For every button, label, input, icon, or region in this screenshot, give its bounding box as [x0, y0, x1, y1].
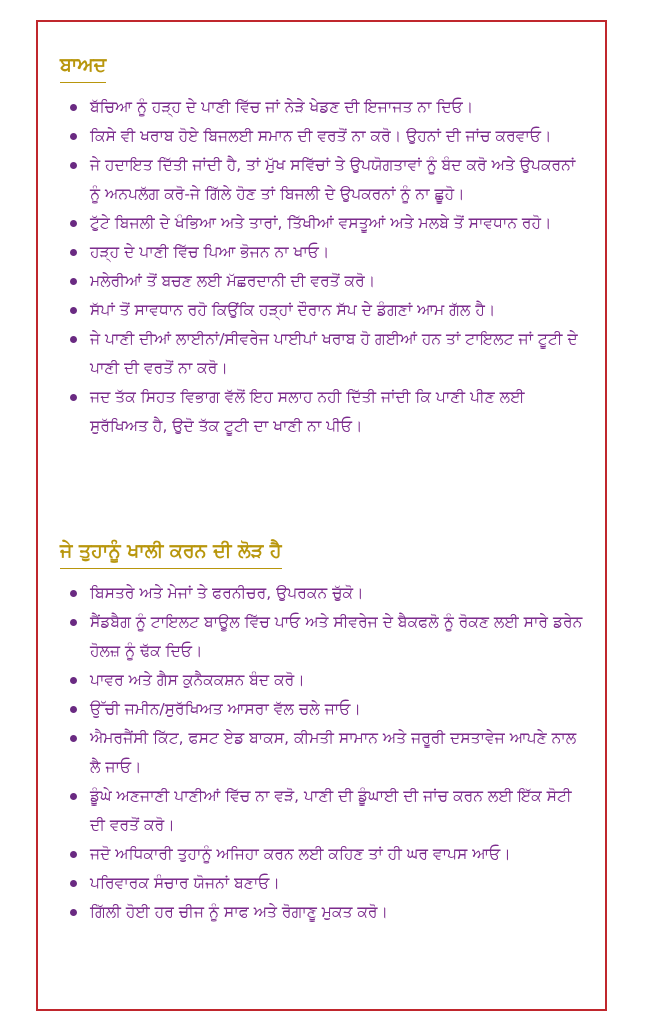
- bullet-icon: [70, 104, 77, 111]
- bullet-icon: [70, 677, 77, 684]
- list-item: [60, 267, 583, 296]
- list-item-text: ਜੇ ਪਾਣੀ ਦੀਆਂ ਲਾਈਨਾਂ/ਸੀਵਰੇਜ ਪਾਈਪਾਂ ਖਰਾਬ ਹੋ ਗਈਆਂ ਹਨ ਤਾਂ ਟਾਇਲਟ ਜਾਂ ਟੂਟੀ ਦੇ ਪਾਣੀ ਦੀ ਵਰਤੋਂ ਨਾ ਕਰੋ।: [90, 330, 578, 377]
- list-item-text: ਟੁੱਟੇ ਬਿਜਲੀ ਦੇ ਖੰਭਿਆ ਅਤੇ ਤਾਰਾਂ, ਤਿੱਖੀਆਂ ਵਸਤੂਆਂ ਅਤੇ ਮਲਬੇ ਤੋਂ ਸਾਵਧਾਨ ਰਹੋ।: [90, 214, 552, 232]
- content-frame: [36, 20, 607, 1011]
- list-item-text: ਜਦੋ ਅਧਿਕਾਰੀ ਤੁਹਾਨੂੰ ਅਜਿਹਾ ਕਰਨ ਲਈ ਕਹਿਣ ਤਾਂ ਹੀ ਘਰ ਵਾਪਸ ਆਓ।: [90, 845, 511, 863]
- list-item: [60, 93, 583, 122]
- list-item: [60, 209, 583, 238]
- bullet-icon: [70, 307, 77, 314]
- list-item-text: ਜੇ ਹਦਾਇਤ ਦਿੱਤੀ ਜਾਂਦੀ ਹੈ, ਤਾਂ ਮੁੱਖ ਸਵਿੱਚਾਂ ਤੇ ਉਪਯੋਗਤਾਵਾਂ ਨੂੰ ਬੰਦ ਕਰੋ ਅਤੇ ਉਪਕਰਨਾਂ ਨੂੰ ਅਨਪਲੱਗ ਕਰੋ-ਜੇ ਗਿੱਲੇ ਹੋਣ ਤਾਂ ਬਿਜਲੀ ਦੇ ਉਪਕਰਨਾਂ ਨੂੰ ਨਾ ਛੂਹੋ।: [90, 156, 576, 203]
- list-item: [60, 122, 583, 151]
- bullet-icon: [70, 220, 77, 227]
- list-item: [60, 579, 583, 608]
- bullet-icon: [70, 162, 77, 169]
- list-item: [60, 840, 583, 869]
- bullet-icon: [70, 394, 77, 401]
- bullet-icon: [70, 851, 77, 858]
- list-item-text: ਡੂੰਘੇ ਅਣਜਾਣੀ ਪਾਣੀਆਂ ਵਿੱਚ ਨਾ ਵੜੋ, ਪਾਣੀ ਦੀ ਡੂੰਘਾਈ ਦੀ ਜਾਂਚ ਕਰਨ ਲਈ ਇੱਕ ਸੋਟੀ ਦੀ ਵਰਤੋਂ ਕਰੋ।: [90, 787, 572, 834]
- list-item-text: ਪਾਵਰ ਅਤੇ ਗੈਸ ਕੁਨੈਕਕਸ਼ਨ ਬੰਦ ਕਰੋ।: [90, 671, 305, 689]
- bullet-icon: [70, 735, 77, 742]
- list-item: [60, 666, 583, 695]
- bullet-icon: [70, 133, 77, 140]
- section-heading-evacuate: ਜੇ ਤੁਹਾਨੂੰ ਖਾਲੀ ਕਰਨ ਦੀ ਲੋੜ ਹੈ: [60, 538, 282, 569]
- list-item-text: ਬਿਸਤਰੇ ਅਤੇ ਮੇਜਾਂ ਤੇ ਫਰਨੀਚਰ, ਉਪਰਕਨ ਚੁੱਕੋ।: [90, 584, 364, 602]
- list-item-text: ਸੱਪਾਂ ਤੋਂ ਸਾਵਧਾਨ ਰਹੋ ਕਿਉਂਕਿ ਹੜ੍ਹਾਂ ਦੌਰਾਨ ਸੱਪ ਦੇ ਡੰਗਣਾਂ ਆਮ ਗੱਲ ਹੈ।: [90, 301, 496, 319]
- list-item-text: ਜਦ ਤੱਕ ਸਿਹਤ ਵਿਭਾਗ ਵੱਲੋਂ ਇਹ ਸਲਾਹ ਨਹੀ ਦਿੱਤੀ ਜਾਂਦੀ ਕਿ ਪਾਣੀ ਪੀਣ ਲਈ ਸੁਰੱਖਿਅਤ ਹੈ, ਉਦੋ ਤੱਕ ਟੂਟੀ ਦਾ ਖਾਣੀ ਨਾ ਪੀਓ।: [90, 388, 525, 435]
- bullet-icon: [70, 909, 77, 916]
- section-after: [60, 52, 583, 441]
- list-item: [60, 238, 583, 267]
- bullet-icon: [70, 706, 77, 713]
- list-item: [60, 383, 583, 441]
- list-item: [60, 325, 583, 383]
- list-item: [60, 724, 583, 782]
- bullet-icon: [70, 336, 77, 343]
- list-item-text: ਗਿੱਲੀ ਹੋਈ ਹਰ ਚੀਜ ਨੂੰ ਸਾਫ ਅਤੇ ਰੋਗਾਣੂ ਮੁਕਤ ਕਰੋ।: [90, 903, 388, 921]
- list-item: [60, 869, 583, 898]
- section-evacuate: [60, 538, 583, 927]
- list-item: [60, 695, 583, 724]
- list-item-text: ਉੱਚੀ ਜਮੀਨ/ਸੁਰੱਖਿਅਤ ਆਸਰਾ ਵੱਲ ਚਲੇ ਜਾਓ।: [90, 700, 361, 718]
- bullet-icon: [70, 249, 77, 256]
- list-item-text: ਪਰਿਵਾਰਕ ਸੰਚਾਰ ਯੋਜਨਾਂ ਬਣਾਓ।: [90, 874, 280, 892]
- list-item: [60, 608, 583, 666]
- bullet-icon: [70, 793, 77, 800]
- list-item: [60, 782, 583, 840]
- section-heading-after: ਬਾਅਦ: [60, 52, 106, 83]
- bullet-icon: [70, 619, 77, 626]
- list-item-text: ਕਿਸੇ ਵੀ ਖਰਾਬ ਹੋਏ ਬਿਜਲਈ ਸਮਾਨ ਦੀ ਵਰਤੋਂ ਨਾ ਕਰੋ। ਉਹਨਾਂ ਦੀ ਜਾਂਚ ਕਰਵਾਓ।: [90, 127, 552, 145]
- list-item-text: ਐਮਰਜੈਂਸੀ ਕਿੱਟ, ਫਸਟ ਏਡ ਬਾਕਸ, ਕੀਮਤੀ ਸਾਮਾਨ ਅਤੇ ਜਰੂਰੀ ਦਸਤਾਵੇਜ ਆਪਣੇ ਨਾਲ ਲੈ ਜਾਓ।: [90, 729, 577, 776]
- list-item-text: ਮਲੇਰੀਆਂ ਤੋਂ ਬਚਣ ਲਈ ਮੱਛਰਦਾਨੀ ਦੀ ਵਰਤੋਂ ਕਰੋ।: [90, 272, 376, 290]
- list-item: [60, 296, 583, 325]
- bullet-icon: [70, 278, 77, 285]
- after-list: [60, 93, 583, 441]
- list-item-text: ਬੱਚਿਆ ਨੂੰ ਹੜ੍ਹ ਦੇ ਪਾਣੀ ਵਿੱਚ ਜਾਂ ਨੇੜੇ ਖੇਡਣ ਦੀ ਇਜਾਜਤ ਨਾ ਦਿਓ।: [90, 98, 474, 116]
- list-item: [60, 898, 583, 927]
- evacuate-list: [60, 579, 583, 927]
- list-item-text: ਸੈਂਡਬੈਗ ਨੂੰ ਟਾਇਲਟ ਬਾਊਲ ਵਿੱਚ ਪਾਓ ਅਤੇ ਸੀਵਰੇਜ ਦੇ ਬੈਕਫਲੋ ਨੂੰ ਰੋਕਣ ਲਈ ਸਾਰੇ ਡਰੇਨ ਹੋਲਜ਼ ਨੂੰ ਢੱਕ ਦਿਓ।: [90, 613, 583, 660]
- list-item-text: ਹੜ੍ਹ ਦੇ ਪਾਣੀ ਵਿੱਚ ਪਿਆ ਭੋਜਨ ਨਾ ਖਾਓ।: [90, 243, 330, 261]
- bullet-icon: [70, 880, 77, 887]
- bullet-icon: [70, 590, 77, 597]
- list-item: [60, 151, 583, 209]
